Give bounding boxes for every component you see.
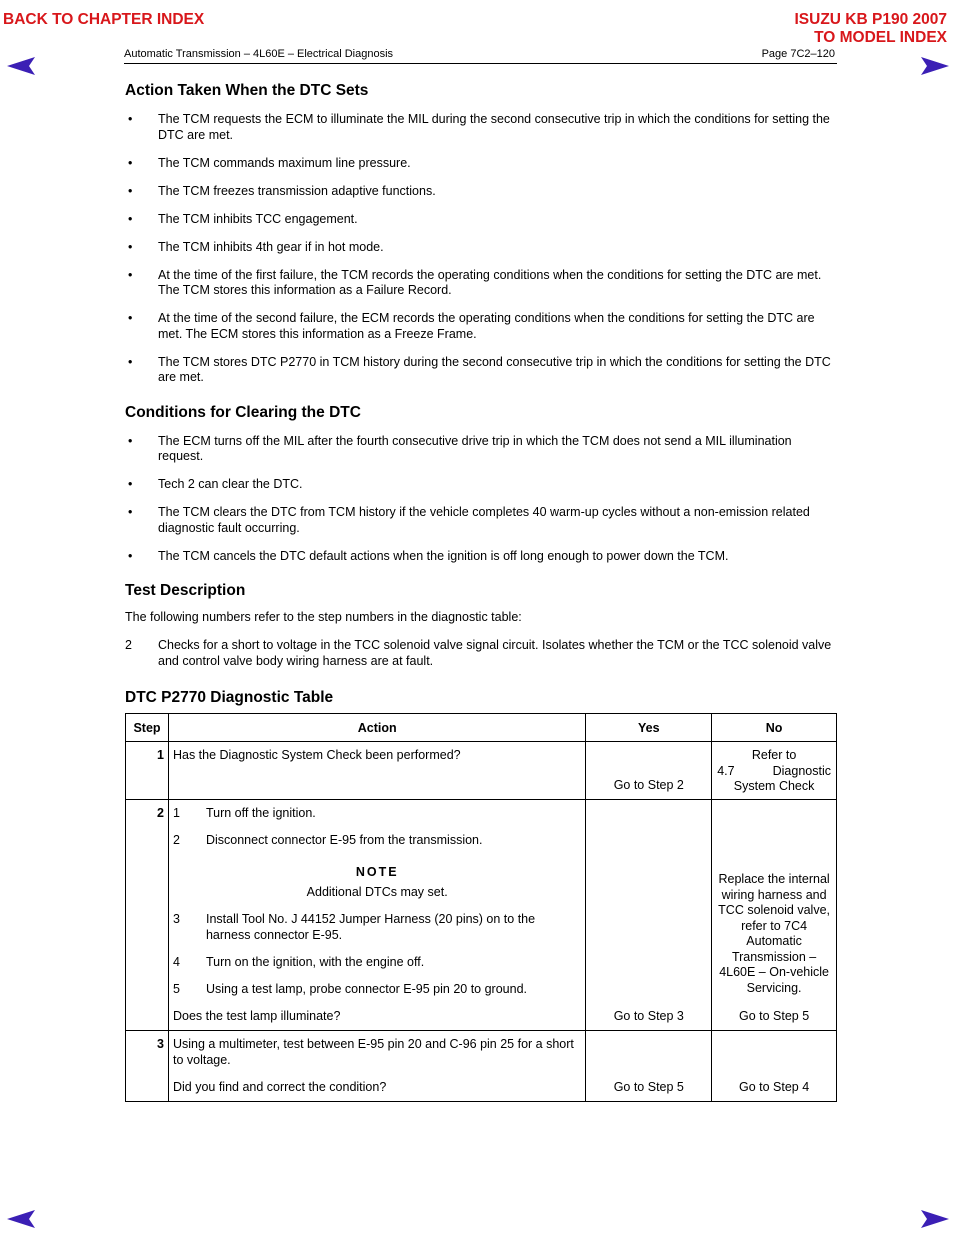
action-taken-list <box>125 112 837 386</box>
back-to-chapter-index-link[interactable]: BACK TO CHAPTER INDEX <box>3 11 205 28</box>
section-title-action-taken: Action Taken When the DTC Sets <box>125 82 369 99</box>
clearing-list <box>125 434 837 565</box>
no-result: Refer to 4.7 Diagnostic System Check <box>717 748 831 793</box>
note-title: NOTE <box>355 864 399 879</box>
next-page-arrow-icon[interactable] <box>921 57 949 75</box>
test-description-intro: The following numbers refer to the step numbers in the diagnostic table: <box>125 610 522 624</box>
header-divider <box>124 63 837 64</box>
test-description-item: 2 Checks for a short to voltage in the TCC solenoid valve signal circuit. Isolates whether the TCM or the TCC solenoid valve and control valve body wiring harness are at fault. <box>125 638 832 668</box>
no-replace-instruction: Replace the internal wiring harness and TCC solenoid valve, refer to 7C4 Automatic Transmission – 4L60E – On-vehicle Servicing. <box>718 872 831 995</box>
section-title-clearing: Conditions for Clearing the DTC <box>125 403 361 421</box>
previous-page-bottom-arrow-icon[interactable] <box>7 1210 35 1228</box>
list-item: • At the time of the first failure, the TCM records the operating conditions when the conditions for setting the DTC are met. The TCM stores this information as a Failure Record. <box>128 267 822 297</box>
action-step: 1 Turn off the ignition. <box>172 806 316 820</box>
yes-result: Go to Step 5 <box>613 1079 684 1094</box>
action-step: 4 Turn on the ignition, with the engine off. <box>172 954 425 969</box>
document-header-title: Automatic Transmission – 4L60E – Electrical Diagnosis <box>124 48 394 60</box>
no-result: Go to Step 4 <box>739 1079 810 1094</box>
action-step: 3 Install Tool No. J 44152 Jumper Harness (20 pins) on to the harness connector E-95. <box>172 912 536 942</box>
no-cell <box>712 800 837 1031</box>
table-header-row <box>126 714 837 742</box>
step-question: Did you find and correct the condition? <box>172 1079 387 1094</box>
diagnostic-table-title: DTC P2770 Diagnostic Table <box>125 689 334 706</box>
no-cell <box>712 742 837 800</box>
yes-result: Go to Step 3 <box>613 1008 684 1023</box>
list-item: • At the time of the second failure, the ECM records the operating conditions when the conditions for setting the DTC are met. The ECM stores this information as a Freeze Frame. <box>128 311 815 341</box>
list-item: • The TCM commands maximum line pressure. <box>128 155 411 170</box>
yes-cell <box>586 742 712 800</box>
column-header-no: No <box>712 714 837 742</box>
list-item: • Tech 2 can clear the DTC. <box>128 477 303 491</box>
model-index-link[interactable]: TO MODEL INDEX <box>814 29 947 46</box>
list-item: • The TCM inhibits 4th gear if in hot mode. <box>128 239 384 254</box>
action-step: 2 Disconnect connector E-95 from the transmission. <box>172 833 483 847</box>
yes-result: Go to Step 2 <box>613 777 684 792</box>
yes-cell <box>586 800 712 1031</box>
step-action: Has the Diagnostic System Check been performed? <box>168 742 585 800</box>
section-title-test-description: Test Description <box>125 582 246 599</box>
yes-cell <box>586 1031 712 1102</box>
step-number: 2 <box>126 800 169 1031</box>
step-action <box>168 800 585 1031</box>
no-result: Go to Step 5 <box>739 1008 810 1023</box>
list-item: • The ECM turns off the MIL after the fourth consecutive drive trip in which the TCM does not send a MIL illumination request. <box>128 433 792 463</box>
column-header-action: Action <box>168 714 585 742</box>
note-text: Additional DTCs may set. <box>306 885 448 899</box>
previous-page-arrow-icon[interactable] <box>7 57 35 75</box>
next-page-bottom-arrow-icon[interactable] <box>921 1210 949 1228</box>
list-item: • The TCM inhibits TCC engagement. <box>128 211 358 226</box>
column-header-step: Step <box>126 714 169 742</box>
step-action-text: Using a multimeter, test between E-95 pin 20 and C-96 pin 25 for a short to voltage. <box>172 1037 574 1067</box>
no-cell <box>712 1031 837 1102</box>
action-step: 5 Using a test lamp, probe connector E-95 pin 20 to ground. <box>172 981 527 996</box>
page-number: Page 7C2–120 <box>761 48 835 60</box>
step-question: Does the test lamp illuminate? <box>172 1008 341 1023</box>
step-action <box>168 1031 585 1102</box>
list-item: • The TCM stores DTC P2770 in TCM history during the second consecutive trip in which the conditions for setting the DTC are met. <box>128 354 831 384</box>
list-item: • The TCM clears the DTC from TCM history if the vehicle completes 40 warm-up cycles without a non-emission related diagnostic fault occurring. <box>128 505 810 535</box>
diagnostic-table <box>125 713 837 1102</box>
step-number: 1 <box>126 742 169 800</box>
table-row <box>126 800 837 1031</box>
table-row <box>126 742 837 800</box>
list-item: • The TCM freezes transmission adaptive functions. <box>128 183 436 198</box>
list-item: • The TCM cancels the DTC default actions when the ignition is off long enough to power down the TCM. <box>128 548 729 563</box>
model-title-link[interactable]: ISUZU KB P190 2007 <box>794 11 947 28</box>
column-header-yes: Yes <box>586 714 712 742</box>
table-row <box>126 1031 837 1102</box>
list-item: • The TCM requests the ECM to illuminate the MIL during the second consecutive trip in which the conditions for setting the DTC are met. <box>128 112 830 142</box>
step-number: 3 <box>126 1031 169 1102</box>
page-content <box>125 82 837 1102</box>
